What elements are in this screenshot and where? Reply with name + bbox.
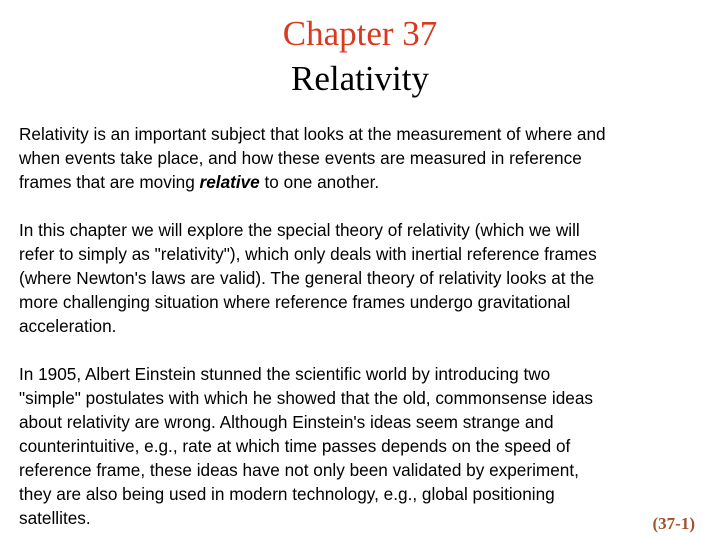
text-line: they are also being used in modern technology, e.g., global positioning — [19, 484, 555, 504]
text-line: about relativity are wrong. Although Einstein's ideas seem strange and — [19, 412, 554, 432]
text-line: refer to simply as "relativity"), which only deals with inertial reference frames — [19, 244, 597, 264]
paragraph-einstein — [19, 362, 709, 530]
text-line: more challenging situation where reference frames undergo gravitational — [19, 292, 571, 312]
paragraph-special-relativity — [19, 218, 709, 338]
text-segment: to one another. — [259, 172, 380, 192]
text-line-with-emphasis — [19, 170, 709, 194]
text-line: reference frame, these ideas have not only been validated by experiment, — [19, 460, 579, 480]
page-number: (37-1) — [652, 514, 695, 533]
emphasized-word: relative — [199, 172, 260, 192]
slide-title: Relativity — [290, 59, 430, 98]
chapter-heading: Chapter 37 — [282, 14, 438, 53]
text-line: In 1905, Albert Einstein stunned the scientific world by introducing two — [19, 364, 551, 384]
paragraph-intro — [19, 122, 709, 194]
text-line: acceleration. — [19, 316, 117, 336]
text-line: (where Newton's laws are valid). The general theory of relativity looks at the — [19, 268, 595, 288]
text-line: satellites. — [19, 508, 91, 528]
text-line: "simple" postulates with which he showed that the old, commonsense ideas — [19, 388, 593, 408]
text-line: In this chapter we will explore the special theory of relativity (which we will — [19, 220, 580, 240]
text-line: Relativity is an important subject that looks at the measurement of where and — [19, 124, 606, 144]
text-line: when events take place, and how these events are measured in reference — [19, 148, 582, 168]
text-segment: frames that are moving — [19, 172, 200, 192]
text-line: counterintuitive, e.g., rate at which time passes depends on the speed of — [19, 436, 571, 456]
